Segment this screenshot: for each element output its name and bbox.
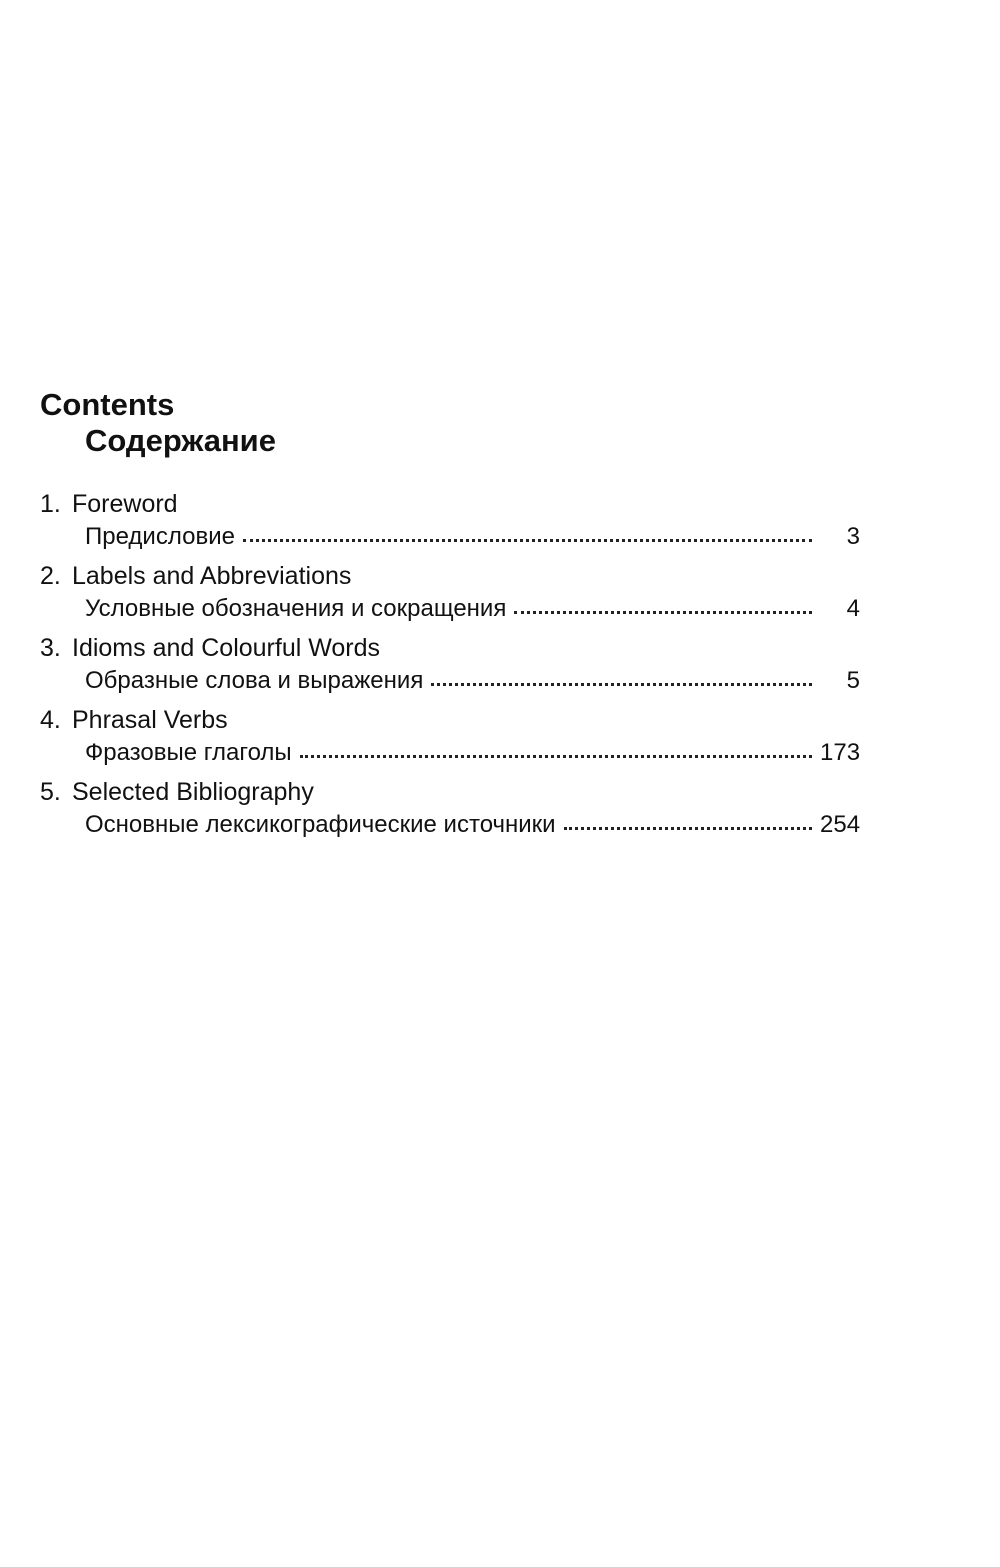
dot-leader [243, 535, 812, 542]
contents-heading-ru: Содержание [85, 423, 276, 458]
toc-entry-number: 4. [40, 706, 61, 734]
toc-entry-title-en: Phrasal Verbs [72, 706, 228, 734]
toc-entry-en-line [40, 775, 860, 809]
toc-entry-bibliography[interactable] [40, 775, 860, 847]
contents-heading-en: Contents [40, 387, 175, 422]
toc-entry-number: 5. [40, 778, 61, 806]
toc-entry-en-line [40, 631, 860, 665]
toc-entry-title-ru: Условные обозначения и сокращения [85, 595, 507, 622]
toc-entry-page-number: 4 [846, 595, 860, 622]
toc-entry-title-ru: Предисловие [85, 523, 235, 550]
dot-leader [514, 607, 812, 614]
toc-entry-number: 1. [40, 490, 61, 518]
toc-entry-title-ru: Фразовые глаголы [85, 739, 292, 766]
toc-entry-title-ru: Основные лексикографические источники [85, 811, 556, 838]
toc-entry-title-en: Selected Bibliography [72, 778, 314, 806]
toc-entry-number: 3. [40, 634, 61, 662]
dot-leader [431, 679, 812, 686]
toc-entry-ru-line [85, 809, 860, 841]
toc-entry-labels-abbreviations[interactable] [40, 559, 860, 631]
toc-entry-ru-line [85, 521, 860, 553]
toc-entry-en-line [40, 487, 860, 521]
toc-entry-en-line [40, 559, 860, 593]
table-of-contents [40, 487, 860, 847]
toc-entry-ru-line [85, 665, 860, 697]
toc-entry-title-ru: Образные слова и выражения [85, 667, 424, 694]
toc-entry-number: 2. [40, 562, 61, 590]
toc-entry-page-number: 173 [820, 739, 861, 766]
toc-entry-page-number: 3 [846, 523, 860, 550]
toc-entry-page-number: 254 [820, 811, 861, 838]
toc-entry-phrasal-verbs[interactable] [40, 703, 860, 775]
toc-entry-title-en: Labels and Abbreviations [72, 562, 352, 590]
toc-entry-ru-line [85, 737, 860, 769]
toc-entry-en-line [40, 703, 860, 737]
dot-leader [564, 823, 812, 830]
toc-entry-page-number: 5 [846, 667, 860, 694]
toc-entry-title-en: Foreword [72, 490, 178, 518]
toc-entry-ru-line [85, 593, 860, 625]
toc-entry-idioms[interactable] [40, 631, 860, 703]
toc-entry-title-en: Idioms and Colourful Words [72, 634, 381, 662]
toc-entry-foreword[interactable] [40, 487, 860, 559]
dot-leader [300, 751, 812, 758]
